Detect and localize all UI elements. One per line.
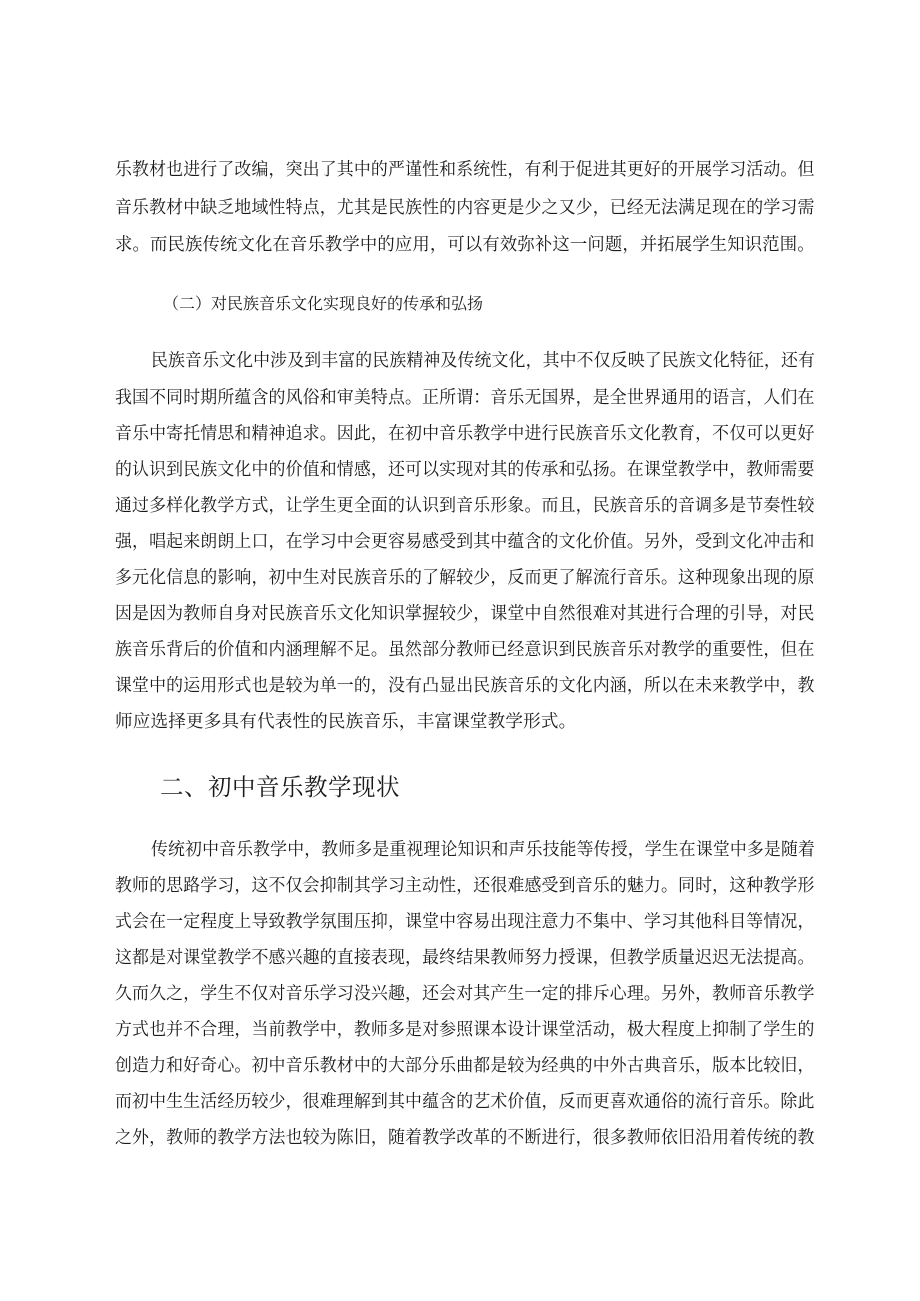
paragraph-line: 音乐中寄托情思和精神追求。因此，在初中音乐教学中进行民族音乐文化教育，不仅可以更好 [115, 424, 815, 444]
paragraph-line: 族音乐背后的价值和内涵理解不足。虽然部分教师已经意识到民族音乐对教学的重要性，但在 [115, 640, 815, 660]
paragraph-line: 因是因为教师自身对民族音乐文化知识掌握较少，课堂中自然很难对其进行合理的引导，对民 [115, 604, 815, 624]
paragraph-line: 式会在一定程度上导致教学氛围压抑，课堂中容易出现注意力不集中、学习其他科目等情况， [115, 912, 815, 932]
paragraph-line: 通过多样化教学方式，让学生更全面的认识到音乐形象。而且，民族音乐的音调多是节奏性较 [115, 496, 815, 516]
paragraph-line: 之外，教师的教学方法也较为陈旧，随着教学改革的不断进行，很多教师依旧沿用着传统的教 [115, 1128, 815, 1148]
paragraph-line: 课堂中的运用形式也是较为单一的，没有凸显出民族音乐的文化内涵，所以在未来教学中，教 [115, 676, 815, 696]
paragraph-line: 而初中生生活经历较少，很难理解到其中蕴含的艺术价值，反而更喜欢通俗的流行音乐。除此 [115, 1092, 815, 1112]
paragraph-line: 音乐教材中缺乏地域性特点，尤其是民族性的内容更是少之又少，已经无法满足现在的学习需 [115, 198, 815, 218]
paragraph-line: 强，唱起来朗朗上口，在学习中会更容易感受到其中蕴含的文化价值。另外，受到文化冲击和 [115, 532, 815, 552]
paragraph-line: 的认识到民族文化中的价值和情感，还可以实现对其的传承和弘扬。在课堂教学中，教师需要 [115, 460, 815, 480]
paragraph-line: 创造力和好奇心。初中音乐教材中的大部分乐曲都是较为经典的中外古典音乐，版本比较旧， [115, 1056, 815, 1076]
paragraph-line: 民族音乐文化中涉及到丰富的民族精神及传统文化，其中不仅反映了民族文化特征，还有 [151, 351, 816, 371]
paragraph-line: 我国不同时期所蕴含的风俗和审美特点。正所谓：音乐无国界，是全世界通用的语言，人们在 [115, 388, 815, 408]
paragraph-line: 久而久之，学生不仅对音乐学习没兴趣，还会对其产生一定的排斥心理。另外，教师音乐教学 [115, 984, 815, 1004]
paragraph-line: 传统初中音乐教学中，教师多是重视理论知识和声乐技能等传授，学生在课堂中多是随着 [151, 840, 816, 860]
paragraph-line: 方式也并不合理，当前教学中，教师多是对参照课本设计课堂活动，极大程度上抑制了学生的 [115, 1020, 815, 1040]
paragraph-line: 多元化信息的影响，初中生对民族音乐的了解较少，反而更了解流行音乐。这种现象出现的原 [115, 568, 815, 588]
paragraph-line: 教师的思路学习，这不仅会抑制其学习主动性，还很难感受到音乐的魅力。同时，这种教学形 [115, 876, 815, 896]
subsection-heading: （二）对民族音乐文化实现良好的传承和弘扬 [163, 294, 484, 313]
section-heading: 二、初中音乐教学现状 [160, 773, 400, 801]
paragraph-line: 求。而民族传统文化在音乐教学中的应用，可以有效弥补这一问题，并拓展学生知识范围。 [115, 235, 815, 255]
paragraph-line: 这都是对课堂教学不感兴趣的直接表现，最终结果教师努力授课，但教学质量迟迟无法提高。 [115, 948, 815, 968]
paragraph-line: 乐教材也进行了改编，突出了其中的严谨性和系统性，有利于促进其更好的开展学习活动。但 [115, 160, 815, 180]
paragraph-line: 师应选择更多具有代表性的民族音乐，丰富课堂教学形式。 [115, 712, 577, 732]
